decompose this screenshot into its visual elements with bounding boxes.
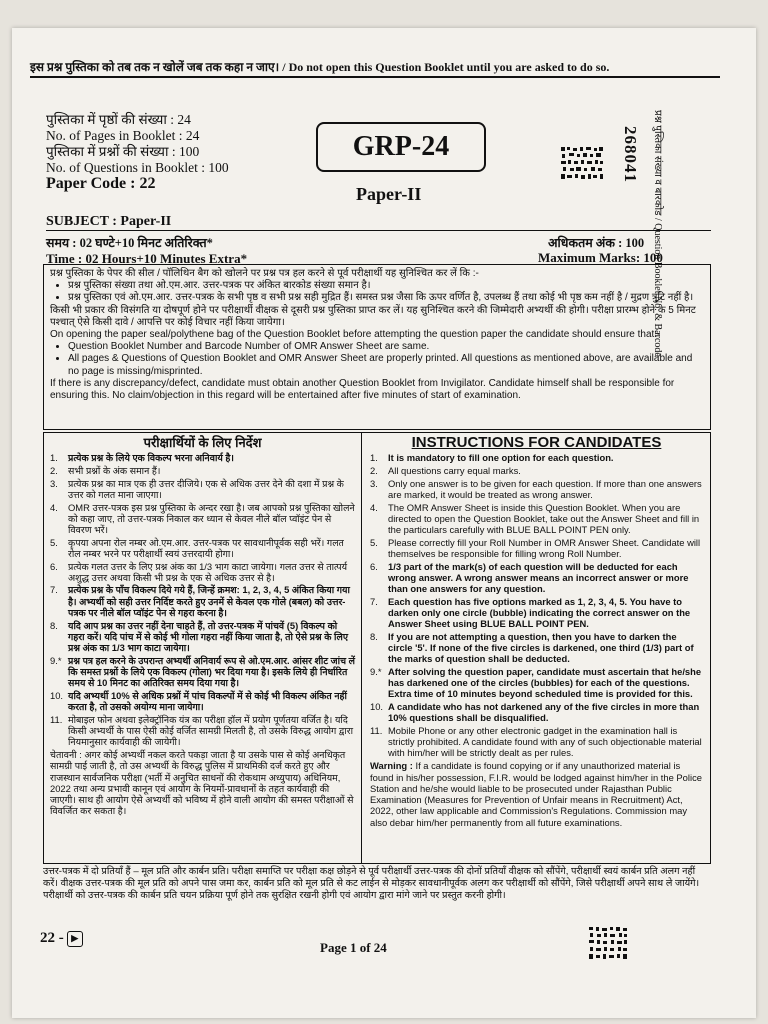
max-marks-en: Maximum Marks: 100 [538,250,663,265]
warning-hi: चेतावनी : अगर कोई अभ्यर्थी नकल करते पकड़ा जाता है या उसके पास से कोई अनधिकृत सामग्री पाई जाती है, तो उस अभ्यर्थी के विरुद्ध पुलिस में प्राथमिकी दर्ज करते हुए और राजस्थान सार्वजनिक परीक्षा (भर्ती में अनुचित साधनों की रोकथाम अध्युपाय) अधिनियम, 2022 तथा अन्य प्रभावी कानून एवं आयोग के नियमों-प्रावधानों के तहत कार्यवाही की जाएगी। साथ ही आयोग ऐसे अभ्यर्थी को भविष्य में होने वाली आयोग की समस्त परीक्षाओं से विवर्जित कर सकता है। [50,749,354,817]
booklet-info [46,112,229,192]
time-en: Time : 02 Hours+10 Minutes Extra* [46,251,248,266]
list-item: 10. A candidate who has not darkened any of the five circles in more than 10% questions shall be disqualified. [370,700,700,724]
booklet-number: 268041 [621,126,640,183]
subject-rule [46,230,711,231]
questions-hi: पुस्तिका में प्रश्नों की संख्या : 100 [46,144,200,159]
list-item: 8. If you are not attempting a question, then you have to darken the circle '5'. If none of the five circles is darkened, one third (1/3) part of the marks of question shall be deducted. [370,630,694,665]
list-item: 3. Only one answer is to be given for each question. If more than one answers are marked, it would be treated as wrong answer. [370,477,702,500]
series-code-box: GRP-24 [316,122,486,172]
opening-instructions [43,264,711,430]
page-number: Page 1 of 24 [320,940,387,955]
open-hi-intro: प्रश्न पुस्तिका के पेपर की सील / पॉलिथिन बैग को खोलने पर प्रश्न पत्र हल करने से पूर्व परीक्षार्थी यह सुनिश्चित कर लें कि :- [50,268,479,279]
page-code-text: 22 - [40,930,64,946]
list-item: 1. It is mandatory to fill one option for each question. [370,452,614,464]
subject: SUBJECT : Paper-II [46,214,172,229]
list-item: 9.* प्रश्न पत्र हल करने के उपरान्त अभ्यर्थी अनिवार्य रूप से ओ.एम.आर. आंसर शीट जांच लें कि समस्त प्रश्नों के लिये एक विकल्प (गोला) भर दिया गया है। इसके लिये ही निर्धारित समय से 10 मिनट का अतिरिक्त समय दिया गया है। [50,654,355,689]
instructions-hi-title: परीक्षार्थियों के लिए निर्देश [143,435,262,450]
instructions-english [364,433,709,863]
list-item: 9.* After solving the question paper, candidate must ascertain that he/she has darkened one of the circles (bubbles) for each of the questions. Extra time of 10 minutes beyond scheduled time is provided for this. [370,665,702,700]
open-hi-bullet-1: • प्रश्न पुस्तिका संख्या तथा ओ.एम.आर. उत्तर-पत्रक पर अंकित बारकोड संख्या समान है। [68,280,704,292]
open-hi-end: किसी भी प्रकार की विसंगति या दोषपूर्ण होने पर परीक्षार्थी वीक्षक से दूसरी प्रश्न पुस्तिका प्राप्त कर लें। यह सुनिश्चित करने की जिम्मेदारी अभ्यर्थी की होगी। परीक्षा प्रारम्भ होने के 5 मिनट पश्चात् ऐसे किसी दावे / आपत्ति पर कोई विचार नहीं किया जायेगा। [50,304,696,328]
list-item: 7. प्रत्येक प्रश्न के पाँच विकल्प दिये गये हैं, जिन्हें क्रमश: 1, 2, 3, 4, 5 अंकित किया गया है। अभ्यर्थी को सही उत्तर निर्दिष्ट करते हुए उनमें से केवल एक गोले (बबल) को उत्तर-पत्रक पर नीले बॉल प्वॉइंट पेन से गहरा करना है। [50,584,350,618]
list-item: 4. The OMR Answer Sheet is inside this Question Booklet. When you are directed to open the Question Booklet, take out the Answer Sheet and fill in the particulars carefully with BLUE BALL POINT PEN only. [370,501,700,535]
max-marks-hi: अधिकतम अंक : 100 [548,236,645,250]
list-item: 6. 1/3 part of the mark(s) of each question will be deducted for each wrong answer. A wrong answer means an incorrect answer or more than one answers for any question. [370,560,689,594]
list-item: 4. OMR उत्तर-पत्रक इस प्रश्न पुस्तिका के अन्दर रखा है। जब आपको प्रश्न पुस्तिका खोलने को कहा जाए, तो उत्तर-पत्रक निकाल कर ध्यान से केवल नीले बॉल प्वॉइंट पेन से विवरण भरें। [50,501,355,535]
page-code [40,930,83,947]
questions-en: No. of Questions in Booklet : 100 [46,160,229,175]
list-item: 8. यदि आप प्रश्न का उत्तर नहीं देना चाहते हैं, तो उत्तर-पत्रक में पांचवें (5) विकल्प को गहरा करें। यदि पांच में से कोई भी गोला गहरा नहीं किया जाता है, तो ऐसे प्रश्न के लिए प्रश्न अंक का 1/3 भाग काटा जायेगा। [50,619,349,653]
list-item: 2. All questions carry equal marks. [370,464,521,476]
do-not-open-notice: इस प्रश्न पुस्तिका को तब तक न खोलें जब तक कहा न जाए। / Do not open this Question Booklet until you are asked to do so. [30,60,610,74]
open-en-bullet-2: • All pages & Questions of Question Booklet and OMR Answer Sheet are properly printed. All questions as mentioned above, are available and no page is missing/misprinted. [68,353,704,377]
open-en-bullet-1: • Question Booklet Number and Barcode Number of OMR Answer Sheet are same. [68,341,704,353]
top-rule [30,76,720,78]
list-item: 5. कृपया अपना रोल नम्बर ओ.एम.आर. उत्तर-पत्रक पर सावधानीपूर्वक सही भरें। गलत रोल नम्बर भरने पर परीक्षार्थी स्वयं उत्तरदायी होगा। [50,536,344,559]
list-item: 11. Mobile Phone or any other electronic gadget in the examination hall is strictly prohibited. A candidate found with any of such objectionable material with him/her will be strictly dealt as per rules. [370,724,702,759]
open-en-intro: On opening the paper seal/polythene bag of the Question Booklet before attempting the question paper the candidate should ensure that:- [50,329,661,341]
time-hi: समय : 02 घण्टे+10 मिनट अतिरिक्त* [46,236,213,250]
instructions-en-list [370,452,703,758]
list-item: 2. सभी प्रश्नों के अंक समान हैं। [50,464,161,476]
list-item: 6. प्रत्येक गलत उत्तर के लिए प्रश्न अंक का 1/3 भाग काटा जायेगा। गलत उत्तर से तात्पर्य अशुद्ध उत्तर अथवा किसी भी प्रश्न के एक से अधिक उत्तर से है। [50,560,348,583]
list-item: 1. प्रत्येक प्रश्न के लिये एक विकल्प भरना अनिवार्य है। [50,452,234,464]
answer-sheet-copies-note: उत्तर-पत्रक में दो प्रतियाँ हैं – मूल प्रति और कार्बन प्रति। परीक्षा समाप्ति पर परीक्षा कक्ष छोड़ने से पूर्व परीक्षार्थी उत्तर-पत्रक की दोनों प्रतियाँ वीक्षक को सौंपेंगे, परीक्षार्थी स्वयं कार्बन प्रति अलग नहीं करें। वीक्षक उत्तर-पत्रक की मूल प्रति को अपने पास जमा कर, कार्बन प्रति को मूल प्रति से कट लाईन से मोड़कर सावधानीपूर्वक अलग कर परीक्षार्थी को सौंपेंगे, जिसे परीक्षार्थी अपने साथ ले जायेंगे। परीक्षार्थी को उत्तर-पत्रक की कार्बन प्रति चयन प्रक्रिया पूर्ण होने तक सुरक्षित रखनी होगी एवं आयोग द्वारा मांगे जाने पर प्रस्तुत करनी होगी। [43,866,700,901]
instructions-hindi [44,433,362,863]
instructions-box [43,432,711,864]
list-item: 11. मोबाइल फोन अथवा इलेक्ट्रॉनिक यंत्र का परीक्षा हॉल में प्रयोग पूर्णतया वर्जित है। यदि किसी अभ्यर्थी के पास ऐसी कोई वर्जित सामग्री मिलती है, तो उसके विरुद्ध आयोग द्वारा नियमानुसार कार्यवाही की जायेगी। [50,713,354,748]
booklet-number-label: प्रश्न पुस्तिका संख्या व बारकोड / Question Booklet No. & Barcode [652,110,663,357]
pages-en: No. of Pages in Booklet : 24 [46,128,200,143]
list-item: 7. Each question has five options marked as 1, 2, 3, 4, 5. You have to darken only one circle (bubble) indicating the correct answer on the Answer Sheet using BLUE BALL POINT PEN. [370,595,691,630]
pages-hi: पुस्तिका में पृष्ठों की संख्या : 24 [46,112,191,127]
footer-barcode-icon [588,926,628,960]
barcode-icon [560,146,604,180]
warning-en: Warning : If a candidate is found copying or if any unauthorized material is found in his/her possession, F.I.R. would be lodged against him/her in the Police Station and he/she would liable to be prosecuted under Rajasthan Public Examination (Measures for Prevention of Unfair means in Recruitment) Act, 2022, other law applicable and Commission's Regulations. Commission may also debar him/her permanently from all future examinations. [370,760,702,828]
list-item: 10. यदि अभ्यर्थी 10% से अधिक प्रश्नों में पांच विकल्पों में से कोई भी विकल्प अंकित नहीं करता है, तो उसको अयोग्य माना जायेगा। [50,689,347,712]
play-icon: ▶ [67,931,83,947]
paper-title: Paper-II [356,184,422,204]
instructions-en-title: INSTRUCTIONS FOR CANDIDATES [411,434,662,451]
instructions-hi-list [50,452,355,747]
open-hi-bullet-2: • प्रश्न पुस्तिका एवं ओ.एम.आर. उत्तर-पत्रक के सभी पृष्ठ व सभी प्रश्न सही मुद्रित हैं। समस्त प्रश्न जैसा कि ऊपर वर्णित है, उपलब्ध हैं तथा कोई भी पृष्ठ कम नहीं है / मुद्रण त्रुटि नहीं है। [68,292,704,304]
paper-code: Paper Code : 22 [46,175,156,192]
list-item: 3. प्रत्येक प्रश्न का मात्र एक ही उत्तर दीजिये। एक से अधिक उत्तर देने की दशा में प्रश्न के उत्तर को गलत माना जाएगा। [50,477,344,500]
open-en-end: If there is any discrepancy/defect, candidate must obtain another Question Booklet from Invigilator. Candidate himself shall be responsible for ensuring this. No claim/objection in this regard will be entertained after five minutes of start of examination. [50,377,675,402]
list-item: 5. Please correctly fill your Roll Number in OMR Answer Sheet. Candidate will themselves be responsible for filling wrong Roll Number. [370,536,701,559]
